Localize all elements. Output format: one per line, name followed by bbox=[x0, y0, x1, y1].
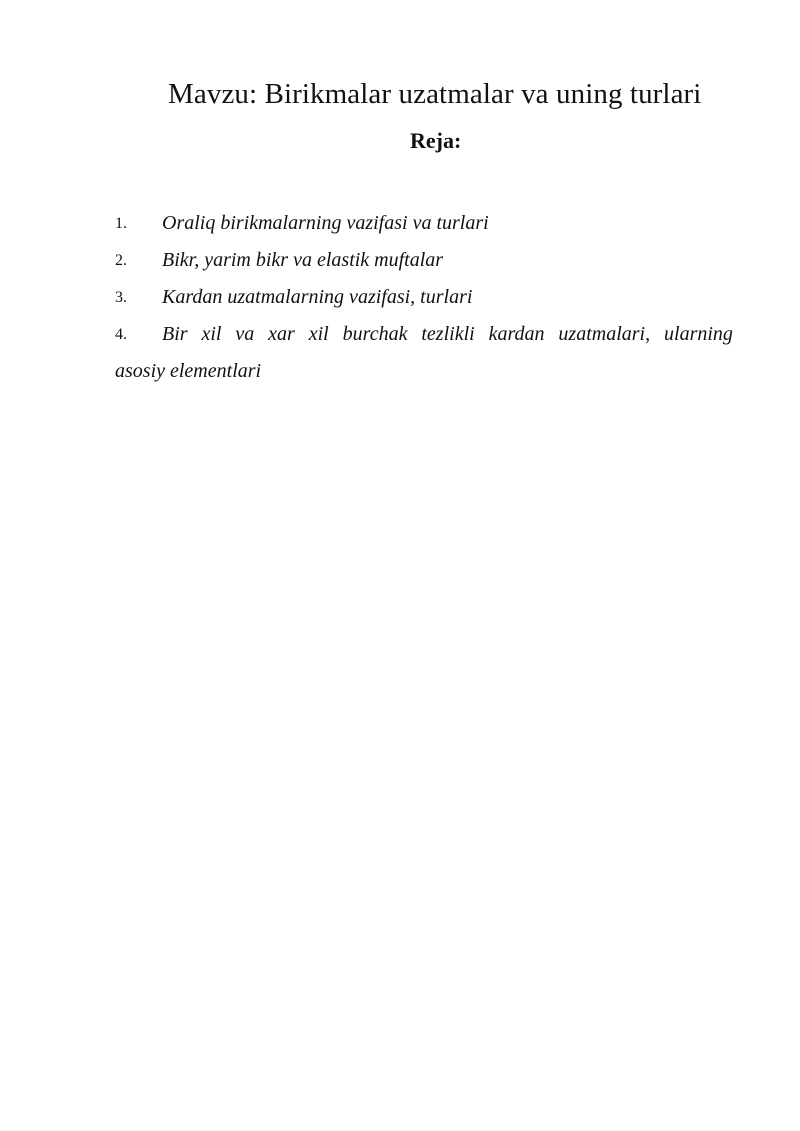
plan-word: xar bbox=[268, 323, 295, 345]
plan-word: va bbox=[235, 323, 255, 345]
plan-item-number: 1. bbox=[115, 215, 127, 232]
plan-word: xil bbox=[201, 323, 222, 345]
plan-word: uzatmalari, bbox=[558, 323, 651, 345]
plan-word: ularning bbox=[664, 323, 733, 345]
plan-word: xil bbox=[308, 323, 329, 345]
plan-item-number: 3. bbox=[115, 289, 127, 306]
plan-item-number: 4. bbox=[115, 326, 127, 343]
plan-word: tezlikli bbox=[421, 323, 475, 345]
plan-item-text: Oraliq birikmalarning vazifasi va turlari bbox=[162, 212, 489, 234]
plan-item-text-line-2: asosiy elementlari bbox=[115, 360, 262, 382]
plan-item-3 bbox=[115, 279, 733, 316]
plan-item-number: 2. bbox=[115, 252, 127, 269]
plan-item-4 bbox=[115, 316, 733, 390]
plan-item-text: Kardan uzatmalarning vazifasi, turlari bbox=[162, 286, 473, 308]
plan-word: kardan bbox=[488, 323, 545, 345]
plan-heading: Reja: bbox=[410, 128, 462, 153]
page-title: Mavzu: Birikmalar uzatmalar va uning turlari bbox=[168, 78, 702, 110]
plan-word: burchak bbox=[342, 323, 408, 345]
plan-word: Bir bbox=[162, 323, 188, 345]
plan-item-2 bbox=[115, 242, 733, 279]
plan-list bbox=[115, 205, 733, 390]
plan-item-1 bbox=[115, 205, 733, 242]
plan-item-text: Bikr, yarim bikr va elastik muftalar bbox=[162, 249, 444, 271]
plan-item-text-line-1 bbox=[115, 316, 733, 353]
